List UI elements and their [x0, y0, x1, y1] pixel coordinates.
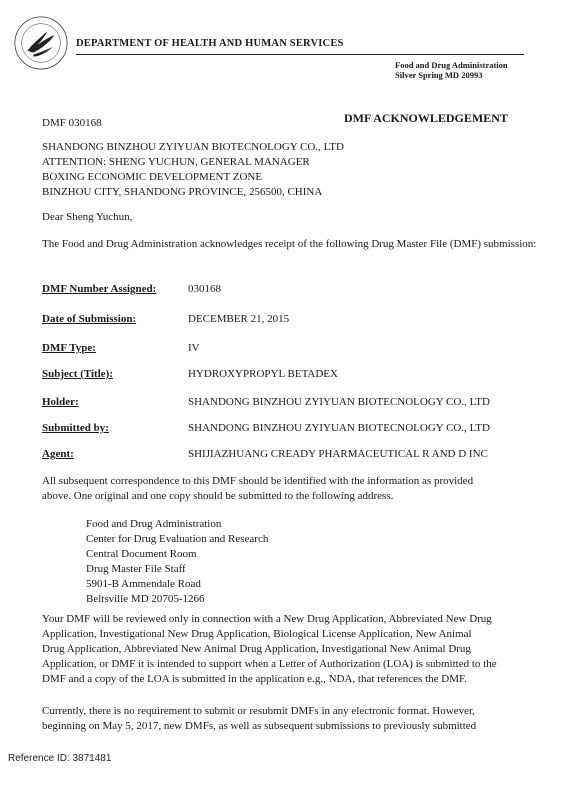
- dmf-number: DMF 030168: [42, 117, 102, 129]
- paragraph-line: All subsequent correspondence to this DMF should be identified with the information as provided: [42, 475, 474, 487]
- review-paragraph: [42, 612, 552, 687]
- address-line: SHANDONG BINZHOU ZYIYUAN BIOTECNOLOGY CO., LTD: [42, 141, 344, 153]
- field-label-submitted-by: Submitted by:: [42, 422, 109, 434]
- field-value-submitted-by: SHANDONG BINZHOU ZYIYUAN BIOTECNOLOGY CO., LTD: [188, 422, 490, 434]
- paragraph-line: DMF and a copy of the LOA is submitted in the application e.g., NDA, that references the DMF.: [42, 673, 467, 685]
- field-value-dmf-number: 030168: [188, 283, 221, 295]
- paragraph-line: above. One original and one copy should be submitted to the following address.: [42, 490, 394, 502]
- hhs-seal-icon: [12, 14, 70, 72]
- reference-id: Reference ID: 3871481: [8, 753, 112, 764]
- electronic-paragraph: [42, 704, 552, 734]
- field-value-holder: SHANDONG BINZHOU ZYIYUAN BIOTECNOLOGY CO., LTD: [188, 396, 490, 408]
- field-value-type: IV: [188, 342, 200, 354]
- address-line: BINZHOU CITY, SHANDONG PROVINCE, 256500, CHINA: [42, 186, 323, 198]
- recipient-address: [42, 140, 344, 200]
- agency-address: [395, 60, 508, 80]
- paragraph-line: Your DMF will be reviewed only in connection with a New Drug Application, Abbreviated New Drug: [42, 613, 492, 625]
- mailing-line: Drug Master File Staff: [86, 563, 186, 575]
- correspondence-paragraph: [42, 474, 552, 504]
- address-line: BOXING ECONOMIC DEVELOPMENT ZONE: [42, 171, 263, 183]
- mailing-line: Food and Drug Administration: [86, 518, 222, 530]
- mailing-line: Center for Drug Evaluation and Research: [86, 533, 269, 545]
- field-label-dmf-number: DMF Number Assigned:: [42, 283, 157, 295]
- mailing-line: 5901-B Ammendale Road: [86, 578, 201, 590]
- mailing-line: Central Document Room: [86, 548, 197, 560]
- paragraph-line: Currently, there is no requirement to submit or resubmit DMFs in any electronic format. However,: [42, 705, 475, 717]
- agency-line: Silver Spring MD 20993: [395, 70, 483, 80]
- agency-line: Food and Drug Administration: [395, 60, 508, 70]
- field-value-date: DECEMBER 21, 2015: [188, 313, 290, 325]
- paragraph-line: Drug Application, Abbreviated New Animal Drug Application, Investigational New Animal Drug: [42, 643, 471, 655]
- paragraph-line: Application, or DMF it is intended to support when a Letter of Authorization (LOA) is submitted to the: [42, 658, 497, 670]
- field-label-date: Date of Submission:: [42, 313, 137, 325]
- svg-text:· · · ·: · · · ·: [36, 17, 46, 23]
- paragraph-line: beginning on May 5, 2017, new DMFs, as well as subsequent submissions to previously submitted: [42, 720, 477, 732]
- mailing-line: Beltsville MD 20705-1266: [86, 593, 205, 605]
- paragraph-line: Application, Investigational New Drug Application, Biological License Application, New Animal: [42, 628, 472, 640]
- intro-paragraph: The Food and Drug Administration acknowledges receipt of the following Drug Master File (DMF) submission:: [42, 238, 537, 250]
- field-label-agent: Agent:: [42, 448, 74, 460]
- letterhead-rule: [76, 54, 524, 55]
- field-value-agent: SHIJIAZHUANG CREADY PHARMACEUTICAL R AND D INC: [188, 448, 488, 460]
- field-label-subject: Subject (Title):: [42, 368, 113, 380]
- document-title: DMF ACKNOWLEDGEMENT: [344, 111, 508, 125]
- address-line: ATTENTION: SHENG YUCHUN, GENERAL MANAGER: [42, 156, 310, 168]
- salutation: Dear Sheng Yuchun,: [42, 211, 133, 223]
- mailing-address: [86, 517, 268, 607]
- field-label-type: DMF Type:: [42, 342, 96, 354]
- department-name: DEPARTMENT OF HEALTH AND HUMAN SERVICES: [76, 38, 344, 49]
- field-value-subject: HYDROXYPROPYL BETADEX: [188, 368, 338, 380]
- field-label-holder: Holder:: [42, 396, 79, 408]
